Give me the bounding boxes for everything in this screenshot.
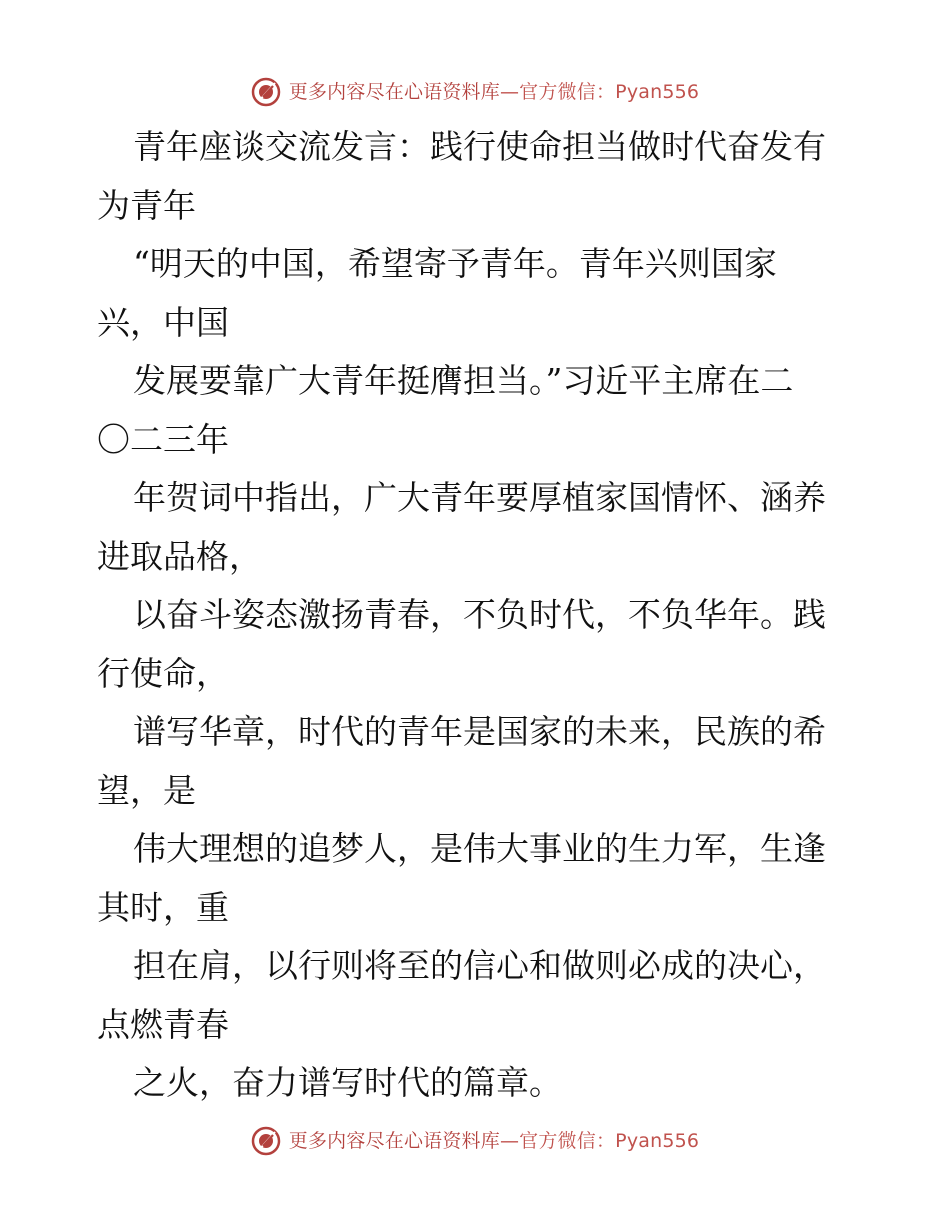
watermark-main: 更多内容尽在心语资料库 [288,80,500,103]
text-line: 发展要靠广大青年挺膺担当。”习近平主席在二 [133,361,794,400]
text-line: 伟大理想的追梦人，是伟大事业的生力军，生逢 [133,829,826,868]
text-line: 行使命， [97,653,229,693]
text-line: 〇二三年 [97,419,229,459]
text-line: 望，是 [97,770,196,810]
text-line: 兴，中国 [97,302,229,342]
header-watermark [0,72,950,112]
watermark-id: Pyan556 [615,80,700,103]
text-line: 点燃青春 [97,1004,229,1044]
text-line: 其时，重 [97,887,229,927]
watermark-official: 官方微信： [519,1129,616,1152]
watermark-id: Pyan556 [615,1129,700,1152]
watermark-text [288,80,700,103]
feather-seal-icon [251,77,281,107]
watermark-dash: — [499,1129,520,1152]
text-line: “明天的中国，希望寄予青年。青年兴则国家 [133,244,777,283]
watermark-official: 官方微信： [519,80,616,103]
text-line: 年贺词中指出，广大青年要厚植家国情怀、涵养 [133,478,826,517]
watermark-main: 更多内容尽在心语资料库 [288,1129,500,1152]
text-line: 进取品格， [97,536,262,576]
text-line: 为青年 [97,185,196,225]
footer-watermark [0,1121,950,1161]
text-line: 青年座谈交流发言：践行使命担当做时代奋发有 [133,127,826,166]
feather-seal-icon [251,1126,281,1156]
text-line: 谱写华章，时代的青年是国家的未来，民族的希 [133,712,826,751]
watermark-text [288,1129,700,1152]
text-line: 之火，奋力谱写时代的篇章。 [133,1063,562,1102]
text-line: 以奋斗姿态激扬青春，不负时代，不负华年。践 [133,595,826,634]
document-body [97,118,857,1113]
watermark-dash: — [499,80,520,103]
text-line: 担在肩，以行则将至的信心和做则必成的决心， [133,946,826,985]
